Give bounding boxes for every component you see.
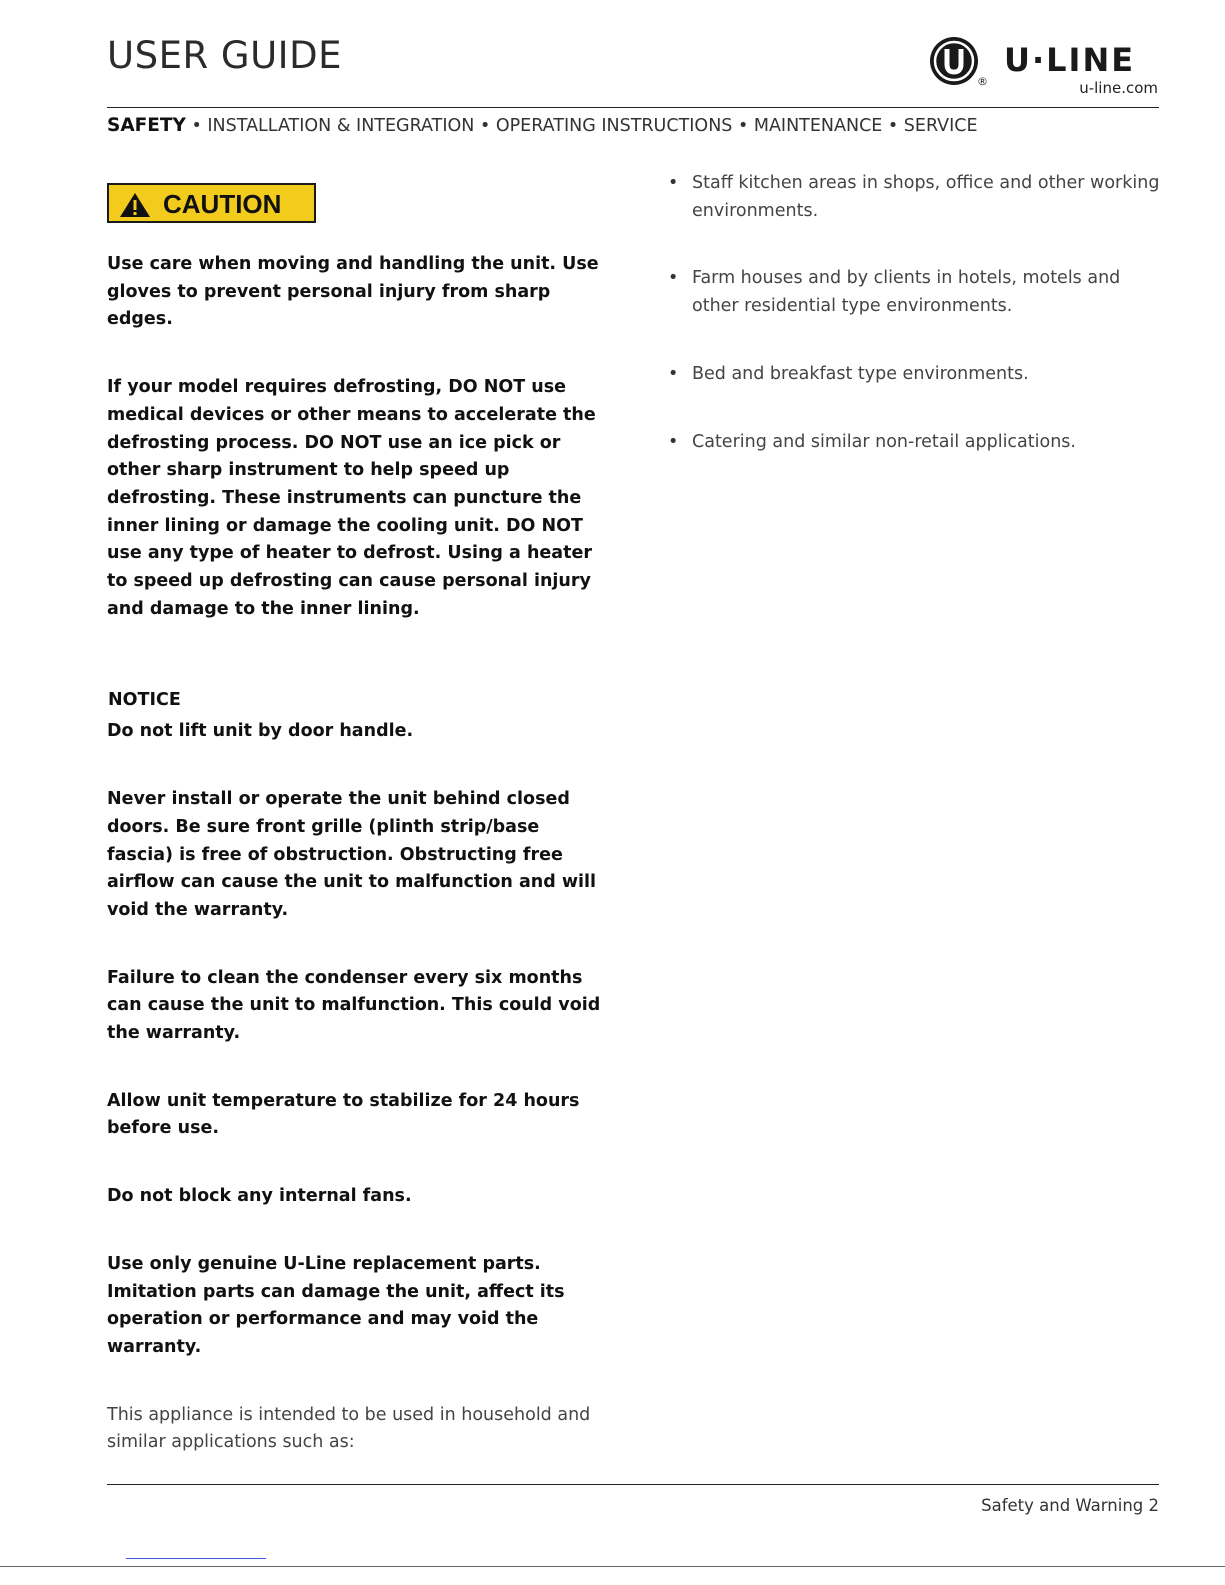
nav-active-section: SAFETY — [107, 115, 186, 136]
registered-mark: ® — [977, 75, 988, 88]
list-item-text: Catering and similar non-retail applications. — [692, 431, 1076, 452]
link-underline — [126, 1558, 266, 1559]
website-link[interactable]: u-line.com — [1079, 79, 1158, 97]
page-bottom-edge — [0, 1566, 1225, 1567]
intro-paragraph: This appliance is intended to be used in household and similar applications such as: — [107, 1404, 591, 1453]
list-item — [668, 265, 1168, 320]
u-line-logo-icon — [928, 35, 982, 89]
nav-other-sections: • INSTALLATION & INTEGRATION • OPERATING INSTRUCTIONS • MAINTENANCE • SERVICE — [185, 116, 978, 136]
footer-divider — [107, 1484, 1159, 1485]
caution-paragraph: If your model requires defrosting, DO NOT use medical devices or other means to accelerate the defrosting process. DO NOT use an ice pick or other sharp instrument to help speed up defrosting. These instruments can puncture the inner lining or damage the cooling unit. DO NOT use any type of heater to defrost. Using a heater to speed up defrosting can cause personal injury and damage to the inner lining. — [107, 377, 596, 619]
list-item — [668, 170, 1168, 225]
notice-paragraph: Do not block any internal fans. — [107, 1186, 412, 1207]
bullet-icon: • — [668, 363, 679, 384]
list-item-text: Bed and breakfast type environments. — [692, 363, 1029, 384]
bullet-icon: • — [668, 431, 679, 452]
notice-paragraph: Never install or operate the unit behind closed doors. Be sure front grille (plinth strip/base fascia) is free of obstruction. Obstructing free airflow can cause the unit to malfunction and will void the warranty. — [107, 789, 597, 920]
caution-paragraph: Use care when moving and handling the unit. Use gloves to prevent personal injury from sharp edges. — [107, 254, 599, 330]
caution-text: CAUTION — [163, 189, 282, 219]
list-item — [668, 429, 1168, 457]
notice-paragraph: Failure to clean the condenser every six months can cause the unit to malfunction. This could void the warranty. — [107, 967, 601, 1044]
warning-triangle-icon — [119, 192, 151, 218]
notice-paragraph: Use only genuine U-Line replacement parts. Imitation parts can damage the unit, affect its operation or performance and may void the warranty. — [107, 1253, 565, 1357]
section-nav — [107, 115, 978, 136]
page-title: USER GUIDE — [107, 34, 342, 77]
bullet-icon: • — [668, 268, 679, 289]
list-item — [668, 361, 1168, 389]
right-column — [668, 170, 1168, 456]
brand-name: U·LINE — [1004, 41, 1136, 79]
notice-heading: NOTICE — [108, 690, 181, 711]
list-item-text: Farm houses and by clients in hotels, motels and other residential type environments. — [692, 268, 1121, 317]
notice-paragraph: Do not lift unit by door handle. — [107, 721, 414, 742]
notice-paragraph: Allow unit temperature to stabilize for 24 hours before use. — [107, 1090, 580, 1139]
bullet-icon: • — [668, 173, 679, 193]
caution-label-box — [107, 183, 316, 223]
header-divider — [107, 107, 1159, 108]
page-footer: Safety and Warning 2 — [981, 1496, 1159, 1515]
brand-logo — [928, 35, 1160, 97]
list-item-text: Staff kitchen areas in shops, office and other working environments. — [692, 173, 1160, 221]
left-column — [107, 251, 607, 1457]
